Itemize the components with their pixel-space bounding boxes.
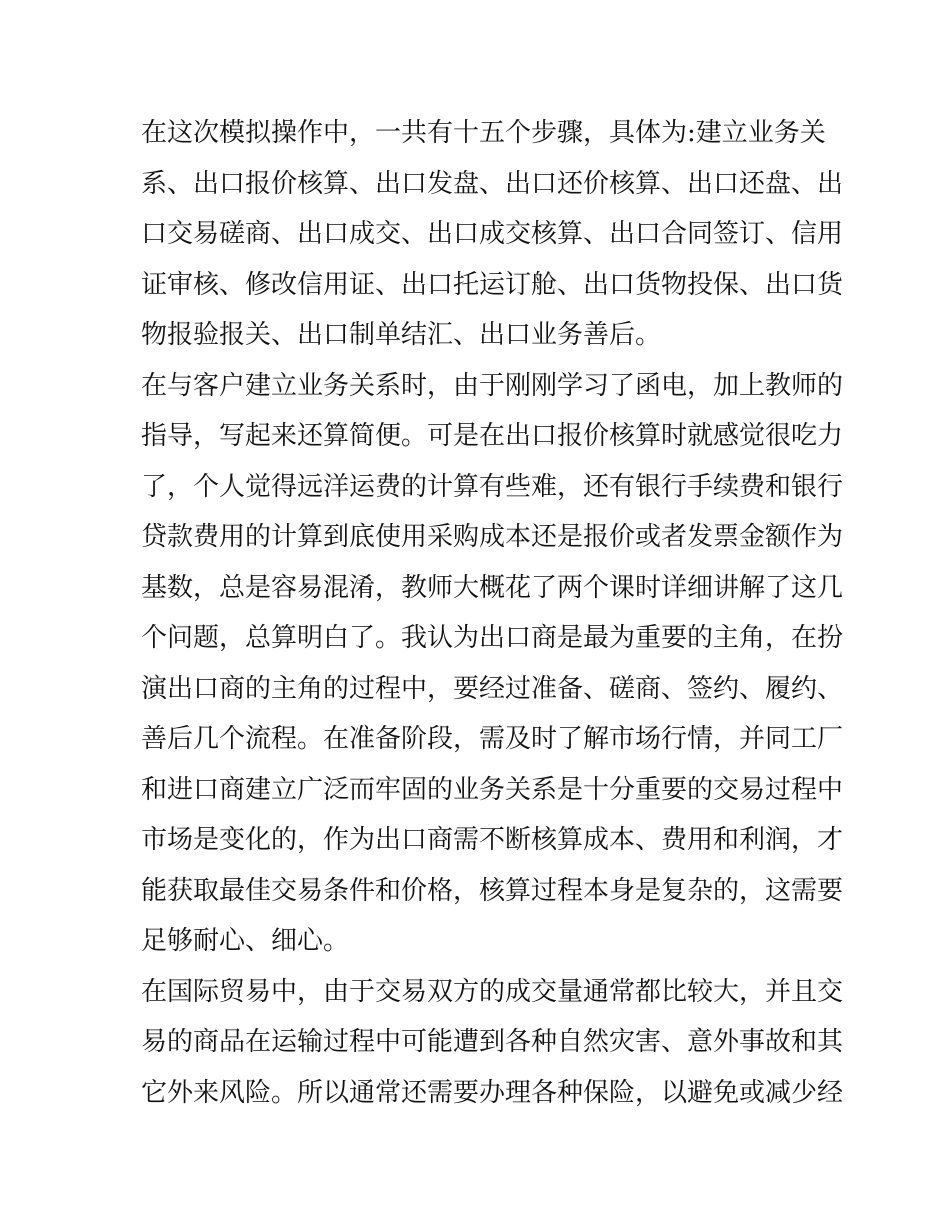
text-line: 市场是变化的，作为出口商需不断核算成本、费用和利润，才 (141, 825, 844, 855)
text-line: 物报验报关、出口制单结汇、出口业务善后。 (141, 320, 662, 350)
text-line: 在国际贸易中，由于交易双方的成交量通常都比较大，并且交 (141, 976, 844, 1007)
text-line: 证审核、修改信用证、出口托运订舱、出口货物投保、出口货 (141, 269, 844, 300)
text-line: 个问题，总算明白了。我认为出口商是最为重要的主角，在扮 (141, 623, 844, 653)
text-line: 和进口商建立广泛而牢固的业务关系是十分重要的交易过程中 (141, 774, 844, 805)
text-line: 贷款费用的计算到底使用采购成本还是报价或者发票金额作为 (141, 522, 844, 552)
text-line: 易的商品在运输过程中可能遭到各种自然灾害、意外事故和其 (141, 1027, 844, 1057)
text-line: 了，个人觉得远洋运费的计算有些难，还有银行手续费和银行 (141, 471, 844, 502)
text-line: 指导，写起来还算简便。可是在出口报价核算时就感觉很吃力 (141, 421, 844, 451)
text-line: 能获取最佳交易条件和价格，核算过程本身是复杂的，这需要 (141, 875, 844, 906)
text-line: 善后几个流程。在准备阶段，需及时了解市场行情，并同工厂 (141, 724, 844, 754)
text-line: 基数，总是容易混淆，教师大概花了两个课时详细讲解了这几 (141, 572, 844, 603)
text-line: 它外来风险。所以通常还需要办理各种保险，以避免或减少经 (141, 1077, 844, 1108)
text-line: 演出口商的主角的过程中，要经过准备、磋商、签约、履约、 (141, 673, 844, 704)
text-line: 在这次模拟操作中，一共有十五个步骤，具体为:建立业务关 (141, 118, 826, 148)
text-line: 足够耐心、细心。 (141, 926, 350, 956)
text-line: 口交易磋商、出口成交、出口成交核算、出口合同签订、信用 (141, 219, 844, 249)
text-line: 在与客户建立业务关系时，由于刚刚学习了函电，加上教师的 (141, 370, 844, 401)
document-body (141, 108, 844, 1118)
text-line: 系、出口报价核算、出口发盘、出口还价核算、出口还盘、出 (141, 168, 844, 199)
